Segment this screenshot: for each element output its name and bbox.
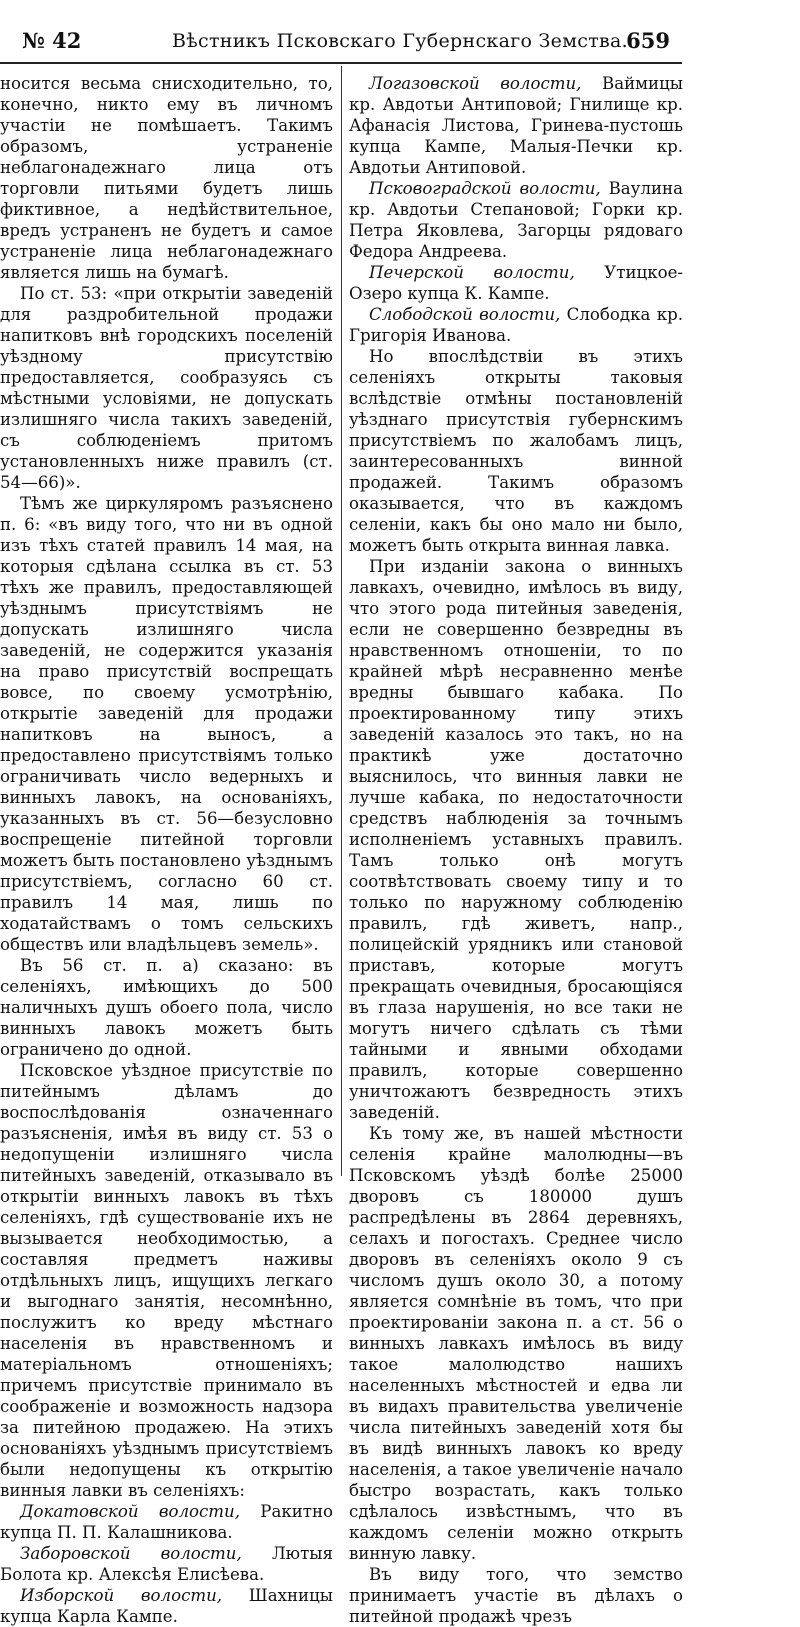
paragraph	[0, 1585, 333, 1627]
volost-name: Печерской волости,	[369, 263, 575, 282]
paragraph-text: Въ виду того, что земство принимаетъ участіе въ дѣлахъ о питейной продажѣ чрезъ	[349, 1565, 683, 1626]
volost-name: Логазовской волости,	[369, 74, 582, 93]
paragraph-text: Въ 56 ст. п. а) сказано: въ селеніяхъ, имѣющихъ до 500 наличныхъ душъ обоего пола, число винныхъ лавокъ можетъ быть ограничено до одной.	[0, 956, 333, 1059]
journal-title: Вѣстникъ Псковскаго Губернскаго Земства.	[171, 30, 629, 52]
paragraph	[349, 262, 683, 304]
header-rule	[0, 62, 682, 64]
paragraph-text: Ваймицы кр. Авдотьи Антиповой; Гнилище кр. Афанасія Листова, Гринева-пустошь купца Кампе, Малыя-Печки кр. Авдотьи Антиповой.	[349, 74, 683, 177]
paragraph	[0, 493, 333, 955]
paragraph	[349, 1564, 683, 1627]
volost-name: Псковоградской волости,	[369, 179, 601, 198]
paragraph-text: Но впослѣдствіи въ этихъ селеніяхъ открыты таковыя вслѣдствіе отмѣны постановленій уѣзднаго присутствія губернскимъ присутствіемъ по жалобамъ лицъ, заинтересованныхъ винной продажей. Такимъ образомъ оказывается, что въ каждомъ селеніи, какъ бы оно мало ни было, можетъ быть открыта винная лавка.	[349, 347, 683, 555]
right-column	[349, 73, 683, 1626]
volost-name: Изборской волости,	[20, 1586, 223, 1605]
paragraph-text: При изданіи закона о винныхъ лавкахъ, очевидно, имѣлось въ виду, что этого рода питейныя заведенія, если не совершенно безвредны въ нравственномъ отношеніи, то по крайней мѣрѣ несравненно менѣе вредны бывшаго кабака. По проектированному типу этихъ заведеній казалось это такъ, но на практикѣ уже достаточно выяснилось, что винныя лавки не лучше кабака, по недостаточности средствъ наблюденія за точнымъ исполненіемъ уставныхъ правилъ. Тамъ только онѣ могутъ соотвѣтствовать своему типу и то только по наружному соблюденію правилъ, гдѣ живетъ, напр., полицейскій урядникъ или становой приставъ, которые могутъ прекращать очевидныя, бросающіяся въ глаза нарушенія, но все таки не могутъ ничего сдѣлать съ тѣми тайными и явными обходами правилъ, которые совершенно уничтожаютъ безвредность этихъ заведеній.	[349, 557, 683, 1122]
issue-number: № 42	[22, 28, 82, 53]
paragraph-text: Тѣмъ же циркуляромъ разъяснено п. 6: «въ виду того, что ни въ одной изъ тѣхъ статей правилъ 14 мая, на которыя сдѣлана ссылка въ ст. 53 тѣхъ же правилъ, предоставляющей уѣзднымъ присутствіямъ не допускать излишняго числа заведеній, не содержится указанія на право присутствій воспрещать вовсе, по своему усмотрѣнію, открытіе заведеній для продажи напитковъ на выносъ, а предоставлено присутствіямъ только ограничивать число ведерныхъ и винныхъ лавокъ, на основаніяхъ, указанныхъ въ ст. 56—безусловно воспрещеніе питейной торговли можетъ быть постановлено уѣзднымъ присутствіемъ, согласно 60 ст. правилъ 14 мая, лишь по ходатайствамъ о томъ сельскихъ обществъ или владѣльцевъ земель».	[0, 494, 333, 954]
paragraph	[349, 556, 683, 1123]
paragraph	[349, 1123, 683, 1564]
paragraph-text: Ваулина кр. Авдотьи Степановой; Горки кр. Петра Яковлева, Загорцы рядоваго Федора Андреева.	[349, 179, 683, 261]
paragraph	[349, 304, 683, 346]
volost-name: Заборовской волости,	[20, 1544, 242, 1563]
paragraph-text: Ракитно купца П. П. Калашникова.	[0, 1502, 334, 1542]
paragraph-text: Шахницы купца Карла Кампе.	[0, 1586, 333, 1626]
paragraph-text: Къ тому же, въ нашей мѣстности селенія крайне малолюдны—въ Псковскомъ уѣздѣ болѣе 25000 дворовъ съ 180000 душъ распредѣлены въ 2864 деревняхъ, селахъ и погостахъ. Среднее число дворовъ въ селеніяхъ около 9 съ числомъ душъ около 30, а потому является сомнѣніе въ томъ, что при проектированіи закона п. а ст. 56 о винныхъ лавкахъ имѣлось въ виду такое малолюдство нашихъ населенныхъ мѣстностей и едва ли въ видахъ правительства увеличеніе числа питейныхъ заведеній хотя бы въ видѣ винныхъ лавокъ ко вреду населенія, а такое увеличеніе начало быстро возрастать, какъ только сдѣлалось извѣстнымъ, что въ каждомъ селеніи можно открыть винную лавку.	[349, 1124, 683, 1563]
paragraph-text: По ст. 53: «при открытіи заведеній для раздробительной продажи напитковъ внѣ городскихъ поселеній уѣздному присутствію предоставляется, сообразуясь съ мѣстными условіями, не допускать излишняго числа такихъ заведеній, съ соблюденіемъ притомъ установленныхъ ниже правилъ (ст. 54—66)».	[0, 284, 333, 492]
paragraph-text: Лютыя Болота кр. Алексѣя Елисѣева.	[0, 1544, 333, 1584]
paragraph-text: Псковское уѣздное присутствіе по питейнымъ дѣламъ до воспослѣдованія означеннаго разъясненія, имѣя въ виду ст. 53 о недопущеніи излишняго числа питейныхъ заведеній, отказывало въ открытіи винныхъ лавокъ въ тѣхъ селеніяхъ, гдѣ существованіе ихъ не вызывается необходимостью, а составляя предметъ наживы отдѣльныхъ лицъ, ищущихъ легкаго и выгоднаго занятія, несомнѣнно, послужитъ ко вреду мѣстнаго населенія въ нравственномъ и матеріальномъ отношеніяхъ; причемъ присутствіе принимало въ соображеніе и возможность надзора за питейною продажею. На этихъ основаніяхъ уѣзднымъ присутствіемъ были недопущены къ открытію винныя лавки въ селеніяхъ:	[0, 1061, 333, 1500]
paragraph-text: Слободка кр. Григорія Иванова.	[349, 305, 683, 345]
paragraph	[0, 1501, 333, 1543]
page-number: 659	[626, 28, 670, 53]
paragraph	[0, 73, 333, 283]
paragraph	[0, 283, 333, 493]
paragraph	[0, 955, 333, 1060]
paragraph	[0, 1543, 333, 1585]
paragraph	[349, 73, 683, 178]
paragraph-text: носится весьма снисходительно, то, конечно, никто ему въ личномъ участіи не помѣшаетъ. Такимъ образомъ, устраненіе неблагонадежнаго лица отъ торговли питьями будетъ лишь фиктивное, а недѣйствительное, вредъ устраненъ не будетъ и самое устраненіе лица неблагонадежнаго является лишь на бумагѣ.	[0, 74, 333, 282]
page-header	[0, 28, 800, 62]
paragraph	[0, 1060, 333, 1501]
paragraph-text: Утицкое-Озеро купца К. Кампе.	[349, 263, 683, 303]
paragraph	[349, 346, 683, 556]
volost-name: Слободской волости,	[369, 305, 561, 324]
left-column	[0, 73, 334, 1626]
column-divider	[341, 66, 342, 1176]
paragraph	[349, 178, 683, 262]
volost-name: Докатовской волости,	[20, 1502, 241, 1521]
